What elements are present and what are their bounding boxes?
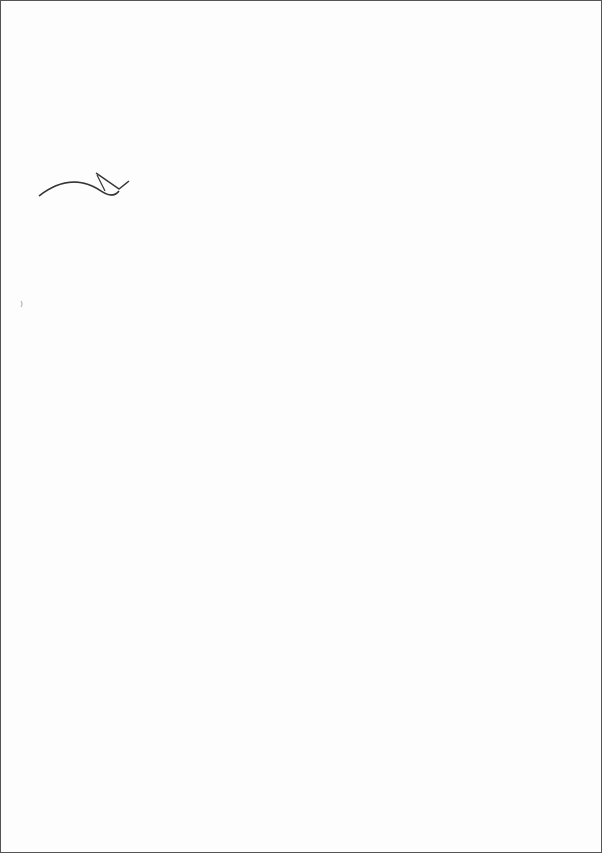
annotation-arrow-tail bbox=[97, 175, 105, 191]
annotation-arrow-head bbox=[96, 173, 129, 189]
annotation-arrow-curve bbox=[39, 182, 119, 196]
handwritten-annotation bbox=[1, 1, 602, 854]
scan-mark bbox=[21, 301, 22, 307]
